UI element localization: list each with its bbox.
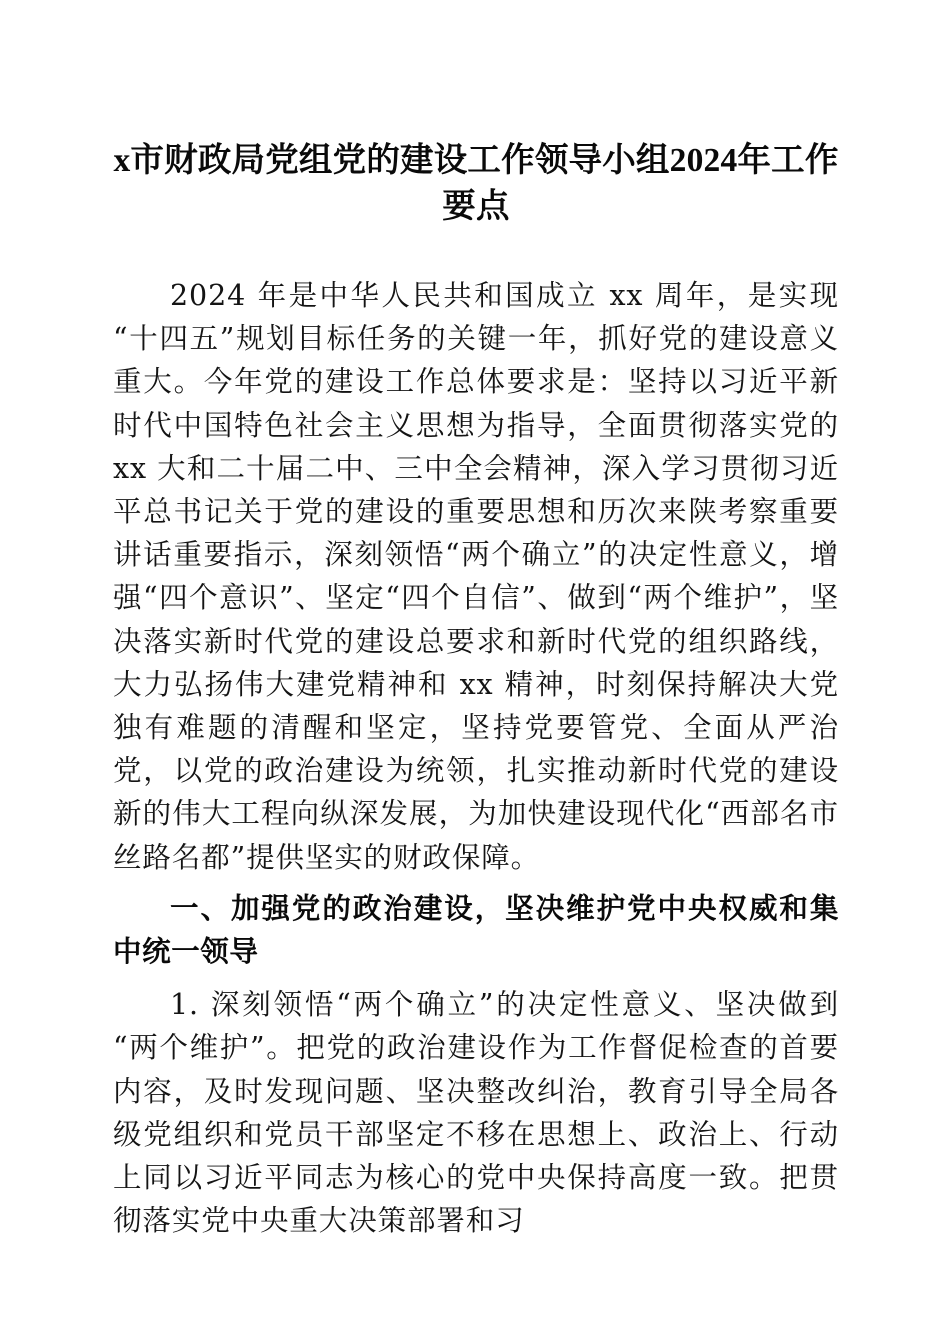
paragraph-item-1-1: 1. 深刻领悟“两个确立”的决定性意义、坚决做到“两个维护”。把党的政治建设作为工作督促检查的首要内容，及时发现问题、坚决整改纠治，教育引导全局各级党组织和党员干部坚定不移在思想上、政治上、行动上同以习近平同志为核心的党中央保持高度一致。把贯彻落实党中央重大决策部署和习 (113, 988, 839, 1238)
document-title: x市财政局党组党的建设工作领导小组2024年工作要点 (113, 142, 839, 225)
paragraph-intro: 2024 年是中华人民共和国成立 xx 周年，是实现“十四五”规划目标任务的关键一年，抓好党的建设意义重大。今年党的建设工作总体要求是：坚持以习近平新时代中国特色社会主义思想为指导，全面贯彻落实党的 xx 大和二十届二中、三中全会精神，深入学习贯彻习近平总书记关于党的建设的重要思想和历次来陕考察重要讲话重要指示，深刻领悟“两个确立”的决定性意义，增强“四个意识”、坚定“四个自信”、做到“两个维护”，坚决落实新时代党的建设总要求和新时代党的组织路线，大力弘扬伟大建党精神和 xx 精神，时刻保持解决大党独有难题的清醒和坚定，坚持党要管党、全面从严治党，以党的政治建设为统领，扎实推动新时代党的建设新的伟大工程向纵深发展，为加快建设现代化“西部名市丝路名都”提供坚实的财政保障。 (113, 279, 839, 874)
document-body (113, 0, 839, 1242)
section-heading-1: 一、加强党的政治建设，坚决维护党中央权威和集中统一领导 (113, 892, 839, 969)
